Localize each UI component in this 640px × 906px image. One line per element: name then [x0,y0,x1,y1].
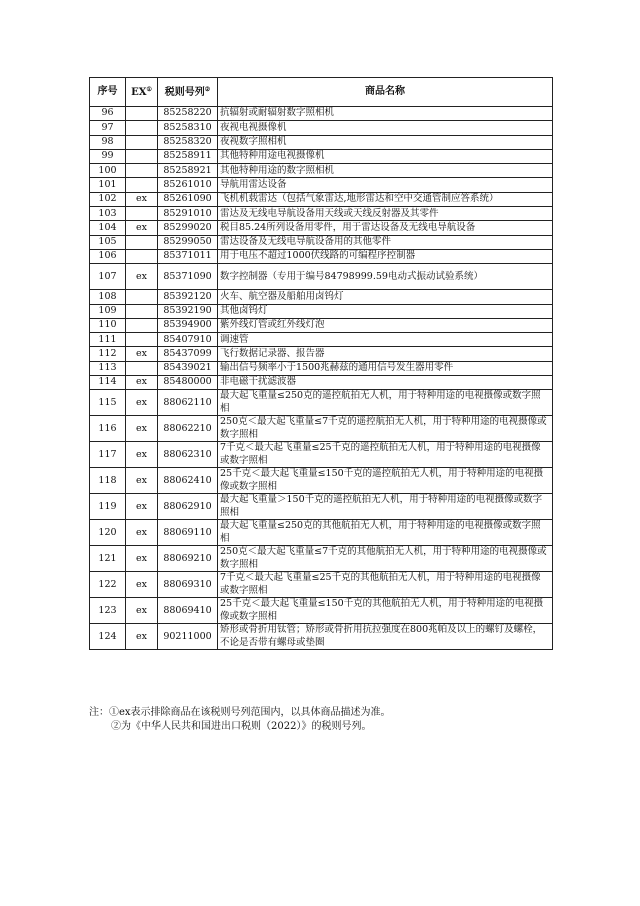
cell-ex [126,318,158,332]
cell-ex [126,333,158,347]
cell-ex [126,149,158,163]
cell-ex [126,290,158,304]
cell-seq: 115 [90,390,126,416]
cell-name: 最大起飞重量≤250克的其他航拍无人机，用于特种用途的电视摄像或数字照相 [218,520,553,546]
cell-seq: 113 [90,361,126,375]
cell-name: 25千克＜最大起飞重量≤150千克的遥控航拍无人机，用于特种用途的电视摄像或数字照相 [218,468,553,494]
cell-name: 飞行数据记录器、报告器 [218,347,553,361]
cell-ex: ex [126,221,158,235]
cell-ex: ex [126,468,158,494]
cell-ex [126,135,158,149]
cell-code: 85392120 [158,290,218,304]
table-row [90,178,553,192]
table-row [90,333,553,347]
cell-ex [126,107,158,121]
cell-name: 紫外线灯管或红外线灯泡 [218,318,553,332]
cell-seq: 108 [90,290,126,304]
cell-code: 85394900 [158,318,218,332]
cell-code: 85371011 [158,249,218,263]
cell-seq: 122 [90,572,126,598]
cell-name: 矫形或骨折用钛管；矫形或骨折用抗拉强度在800兆帕及以上的螺钉及螺栓，不论是否带有螺母或垫圈 [218,624,553,650]
table-row [90,598,553,624]
table-row [90,347,553,361]
cell-ex: ex [126,416,158,442]
cell-ex: ex [126,442,158,468]
cell-seq: 101 [90,178,126,192]
cell-ex: ex [126,572,158,598]
table-body [90,107,553,650]
cell-name: 导航用雷达设备 [218,178,553,192]
cell-code: 85258921 [158,164,218,178]
cell-name: 调速管 [218,333,553,347]
cell-ex: ex [126,390,158,416]
cell-seq: 105 [90,235,126,249]
cell-code: 85439021 [158,361,218,375]
cell-seq: 117 [90,442,126,468]
table-row [90,235,553,249]
cell-seq: 124 [90,624,126,650]
cell-seq: 120 [90,520,126,546]
cell-code: 88062310 [158,442,218,468]
cell-ex [126,207,158,221]
cell-code: 88069410 [158,598,218,624]
cell-code: 85258310 [158,121,218,135]
cell-name: 其他特种用途的数字照相机 [218,164,553,178]
document-page [89,77,552,650]
cell-seq: 119 [90,494,126,520]
cell-code: 88062110 [158,390,218,416]
header-seq: 序号 [90,78,126,107]
cell-name: 雷达及无线电导航设备用天线或天线反射器及其零件 [218,207,553,221]
table-row [90,416,553,442]
cell-name: 其他卤钨灯 [218,304,553,318]
cell-seq: 111 [90,333,126,347]
table-row [90,494,553,520]
table-row [90,249,553,263]
cell-seq: 102 [90,192,126,206]
cell-name: 夜视电视摄像机 [218,121,553,135]
footnote-1: 注：①ex表示排除商品在该税则号列范围内，以具体商品描述为准。 [89,707,391,718]
cell-code: 85437099 [158,347,218,361]
cell-code: 85261090 [158,192,218,206]
cell-code: 85258911 [158,149,218,163]
cell-code: 88069210 [158,546,218,572]
cell-name: 飞机机载雷达（包括气象雷达,地形雷达和空中交通管制应答系统） [218,192,553,206]
cell-code: 88062410 [158,468,218,494]
cell-seq: 106 [90,249,126,263]
cell-code: 85299050 [158,235,218,249]
table-row [90,361,553,375]
cell-code: 85407910 [158,333,218,347]
table-row [90,572,553,598]
header-name: 商品名称 [218,78,553,107]
cell-ex [126,164,158,178]
table-row [90,107,553,121]
cell-seq: 116 [90,416,126,442]
table-row [90,376,553,390]
cell-name: 税目85.24所列设备用零件，用于雷达设备及无线电导航设备 [218,221,553,235]
cell-name: 7千克＜最大起飞重量≤25千克的其他航拍无人机，用于特种用途的电视摄像或数字照相 [218,572,553,598]
cell-seq: 99 [90,149,126,163]
cell-name: 抗辐射或耐辐射数字照相机 [218,107,553,121]
table-row [90,318,553,332]
cell-code: 88069310 [158,572,218,598]
cell-code: 88062910 [158,494,218,520]
cell-name: 其他特种用途电视摄像机 [218,149,553,163]
cell-seq: 121 [90,546,126,572]
table-row [90,135,553,149]
cell-name: 输出信号频率小于1500兆赫兹的通用信号发生器用零件 [218,361,553,375]
table-row [90,221,553,235]
cell-ex: ex [126,347,158,361]
table-row [90,264,553,290]
cell-seq: 96 [90,107,126,121]
cell-ex [126,249,158,263]
cell-ex [126,121,158,135]
cell-ex: ex [126,520,158,546]
cell-name: 夜视数字照相机 [218,135,553,149]
cell-name: 250克＜最大起飞重量≤7千克的其他航拍无人机，用于特种用途的电视摄像或数字照相 [218,546,553,572]
header-ex: EX① [126,78,158,107]
cell-code: 85392190 [158,304,218,318]
cell-seq: 123 [90,598,126,624]
table-row [90,442,553,468]
cell-ex [126,361,158,375]
footnotes [89,706,569,734]
cell-seq: 110 [90,318,126,332]
cell-ex: ex [126,624,158,650]
table-row [90,390,553,416]
cell-ex: ex [126,494,158,520]
table-row [90,468,553,494]
cell-code: 88062210 [158,416,218,442]
cell-seq: 107 [90,264,126,290]
cell-code: 85480000 [158,376,218,390]
table-row [90,121,553,135]
cell-ex [126,178,158,192]
cell-ex: ex [126,598,158,624]
cell-ex [126,235,158,249]
cell-seq: 98 [90,135,126,149]
header-code: 税则号列② [158,78,218,107]
cell-name: 最大起飞重量≤250克的遥控航拍无人机，用于特种用途的电视摄像或数字照相 [218,390,553,416]
cell-name: 非电磁干扰滤波器 [218,376,553,390]
cell-seq: 109 [90,304,126,318]
cell-name: 雷达设备及无线电导航设备用的其他零件 [218,235,553,249]
cell-seq: 118 [90,468,126,494]
cell-ex: ex [126,192,158,206]
table-row [90,624,553,650]
table-row [90,207,553,221]
cell-code: 85291010 [158,207,218,221]
table-header-row [90,78,553,107]
cell-code: 85371090 [158,264,218,290]
table-row [90,164,553,178]
table-row [90,520,553,546]
cell-seq: 97 [90,121,126,135]
cell-name: 7千克＜最大起飞重量≤25千克的遥控航拍无人机，用于特种用途的电视摄像或数字照相 [218,442,553,468]
cell-ex: ex [126,264,158,290]
cell-name: 数字控制器（专用于编号84798999.59电动式振动试验系统） [218,264,553,290]
cell-seq: 103 [90,207,126,221]
table-row [90,290,553,304]
cell-ex: ex [126,376,158,390]
cell-code: 88069110 [158,520,218,546]
cell-ex [126,304,158,318]
table-row [90,546,553,572]
cell-name: 最大起飞重量＞150千克的遥控航拍无人机，用于特种用途的电视摄像或数字照相 [218,494,553,520]
cell-code: 85258320 [158,135,218,149]
cell-ex: ex [126,546,158,572]
table-row [90,192,553,206]
cell-name: 用于电压不超过1000伏线路的可编程序控制器 [218,249,553,263]
cell-name: 250克＜最大起飞重量≤7千克的遥控航拍无人机，用于特种用途的电视摄像或数字照相 [218,416,553,442]
cell-seq: 114 [90,376,126,390]
cell-code: 85299020 [158,221,218,235]
cell-seq: 104 [90,221,126,235]
goods-table [89,77,553,650]
table-row [90,149,553,163]
cell-code: 85258220 [158,107,218,121]
cell-code: 85261010 [158,178,218,192]
footnote-2: ②为《中华人民共和国进出口税则（2022）》的税则号列。 [111,721,372,732]
cell-seq: 112 [90,347,126,361]
cell-seq: 100 [90,164,126,178]
cell-name: 25千克＜最大起飞重量≤150千克的其他航拍无人机，用于特种用途的电视摄像或数字照相 [218,598,553,624]
cell-name: 火车、航空器及船舶用卤钨灯 [218,290,553,304]
table-row [90,304,553,318]
cell-code: 90211000 [158,624,218,650]
